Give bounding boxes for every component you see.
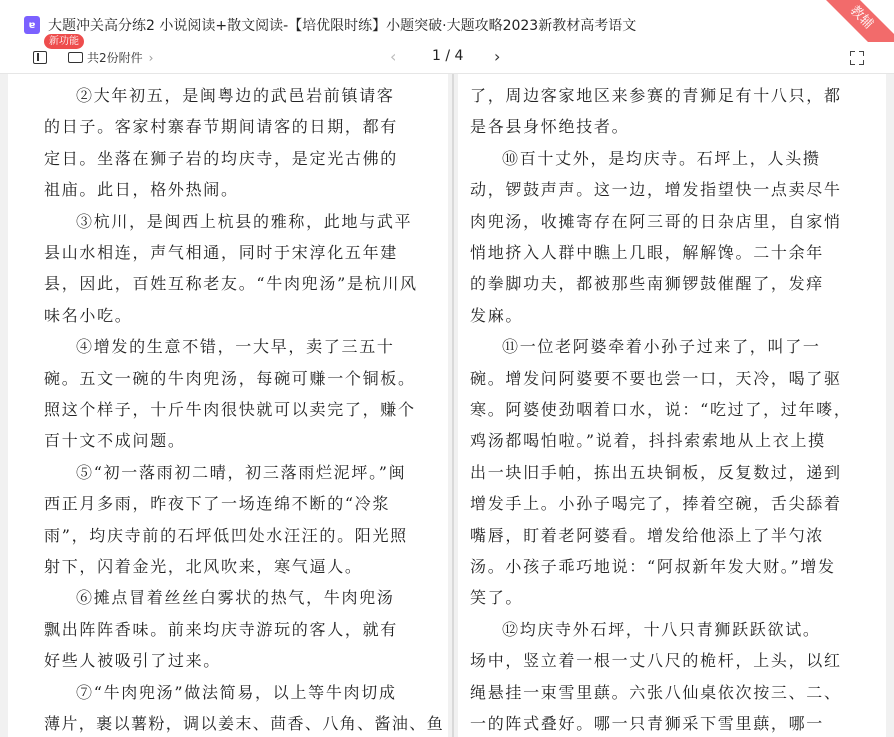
text-line: ⑦“牛肉兜汤”做法简易，以上等牛肉切成: [76, 682, 397, 702]
text-line: 的日子。客家村寨春节期间请客的日期，都有: [44, 117, 399, 137]
next-page-button[interactable]: ›: [494, 47, 501, 66]
text-line: 飘出阵阵香味。前来均庆寺游玩的客人，就有: [44, 619, 399, 639]
text-line: ⑩百十丈外，是均庆寺。石坪上，人头攒: [502, 148, 821, 168]
text-line: 照这个样子，十斤牛肉很快就可以卖完了，赚个: [44, 400, 416, 419]
text-line: 场中，竖立着一根一丈八尺的桅杆，上头，以红: [470, 651, 842, 671]
text-line: 射下，闪着金光，北风吹来，寒气逼人。: [44, 557, 363, 576]
text-line: 祖庙。此日，格外热闹。: [44, 180, 239, 200]
text-line: 肉兜汤，收摊寄存在阿三哥的日杂店里，自家悄: [470, 211, 842, 231]
text-line: 增发手上。小孙子喝完了，捧着空碗，舌尖舔着: [470, 494, 842, 514]
text-line: 了，周边客家地区来参赛的青狮足有十八只，都: [470, 86, 842, 105]
text-line: 绳悬挂一束雪里蕻。六张八仙桌依次按三、二、: [470, 682, 842, 702]
text-line: 出一块旧手帕，拣出五块铜板，反复数过，递到: [470, 462, 842, 482]
text-line: 汤。小孩子乖巧地说：“阿叔新年发大财。”增发: [470, 557, 836, 576]
text-line: 鸡汤都喝怕啦。”说着，抖抖索索地从上衣上摸: [470, 431, 826, 451]
document-title: 大题冲关高分练2 小说阅读+散文阅读-【培优限时练】小题突破·大题攻略2023新教材高考语文: [48, 18, 637, 34]
text-line: 县山水相连，声气相通，同时于宋淳化五年建: [44, 243, 399, 262]
text-line: ⑫均庆寺外石坪，十八只青狮跃跃欲试。: [502, 619, 821, 639]
attachments-button[interactable]: [68, 49, 153, 66]
text-line: 好些人被吸引了过来。: [44, 651, 222, 671]
text-line: 寒。阿婆使劲咽着口水，说：“吃过了，过年嘜，: [470, 400, 852, 419]
text-line: 雨”，均庆寺前的石坪低凹处水汪汪的。阳光照: [44, 525, 408, 545]
text-line: ⑪一位老阿婆牵着小孙子过来了，叫了一: [502, 337, 821, 357]
text-line: 发麻。: [470, 305, 524, 325]
text-line: 动，锣鼓声声。这一边，增发指望快一点卖尽牛: [470, 180, 842, 200]
page-column-left: [8, 74, 448, 737]
text-line: 悄地挤入人群中瞧上几眼，解解馋。二十余年: [470, 243, 825, 262]
attachments-label: 共2份附件: [87, 51, 143, 65]
column-divider: [452, 74, 454, 737]
text-line: 碗。五文一碗的牛肉兜汤，每碗可赚一个铜板。: [44, 368, 416, 388]
title-bar: [0, 0, 894, 48]
previous-page-button[interactable]: ‹: [390, 47, 397, 66]
text-line: ③杭川，是闽西上杭县的雅称，此地与武平: [76, 211, 413, 231]
text-line: ⑥摊点冒着丝丝白雾状的热气，牛肉兜汤: [76, 588, 395, 608]
text-line: 的拳脚功夫，都被那些南狮锣鼓催醒了，发痒: [470, 274, 825, 294]
text-line: 是各县身怀绝技者。: [470, 117, 630, 137]
page-column-right: [458, 74, 886, 737]
page-indicator: 1 / 4: [432, 48, 464, 64]
document-file-icon: ɐ: [24, 16, 40, 34]
text-line: 笑了。: [470, 588, 524, 608]
document-viewport[interactable]: [0, 74, 894, 737]
new-feature-badge: 新功能: [44, 34, 84, 49]
text-line: ⑤“初一落雨初二晴，初三落雨烂泥坪。”闽: [76, 462, 407, 482]
text-line: 碗。增发问阿婆要不要也尝一口，天冷，喝了驱: [470, 368, 842, 388]
text-line: 味名小吃。: [44, 305, 133, 325]
fullscreen-icon[interactable]: [850, 51, 864, 65]
text-line: 西正月多雨，昨夜下了一场连绵不断的“冷浆: [44, 494, 391, 514]
category-ribbon: 教辅: [807, 0, 894, 72]
text-line: ④增发的生意不错，一大早，卖了三五十: [76, 337, 395, 357]
text-line: ②大年初五，是闽粤边的武邑岩前镇请客: [76, 86, 395, 105]
text-line: 县，因此，百姓互称老友。“牛肉兜汤”是杭川风: [44, 274, 418, 294]
text-line: 百十文不成问题。: [44, 431, 186, 451]
folder-icon: [68, 52, 83, 63]
text-line: 嘴唇，盯着老阿婆看。增发给他添上了半勺浓: [470, 525, 825, 545]
chevron-right-icon: ›: [148, 50, 154, 65]
text-line: 一的阵式叠好。哪一只青狮采下雪里蕻，哪一: [470, 714, 825, 733]
viewer-toolbar: [0, 36, 894, 74]
text-line: 定日。坐落在狮子岩的均庆寺，是定光古佛的: [44, 148, 399, 168]
sidebar-toggle-icon[interactable]: [33, 51, 47, 64]
text-line: 薄片，裹以薯粉，调以姜末、茴香、八角、酱油、鱼: [44, 714, 445, 733]
